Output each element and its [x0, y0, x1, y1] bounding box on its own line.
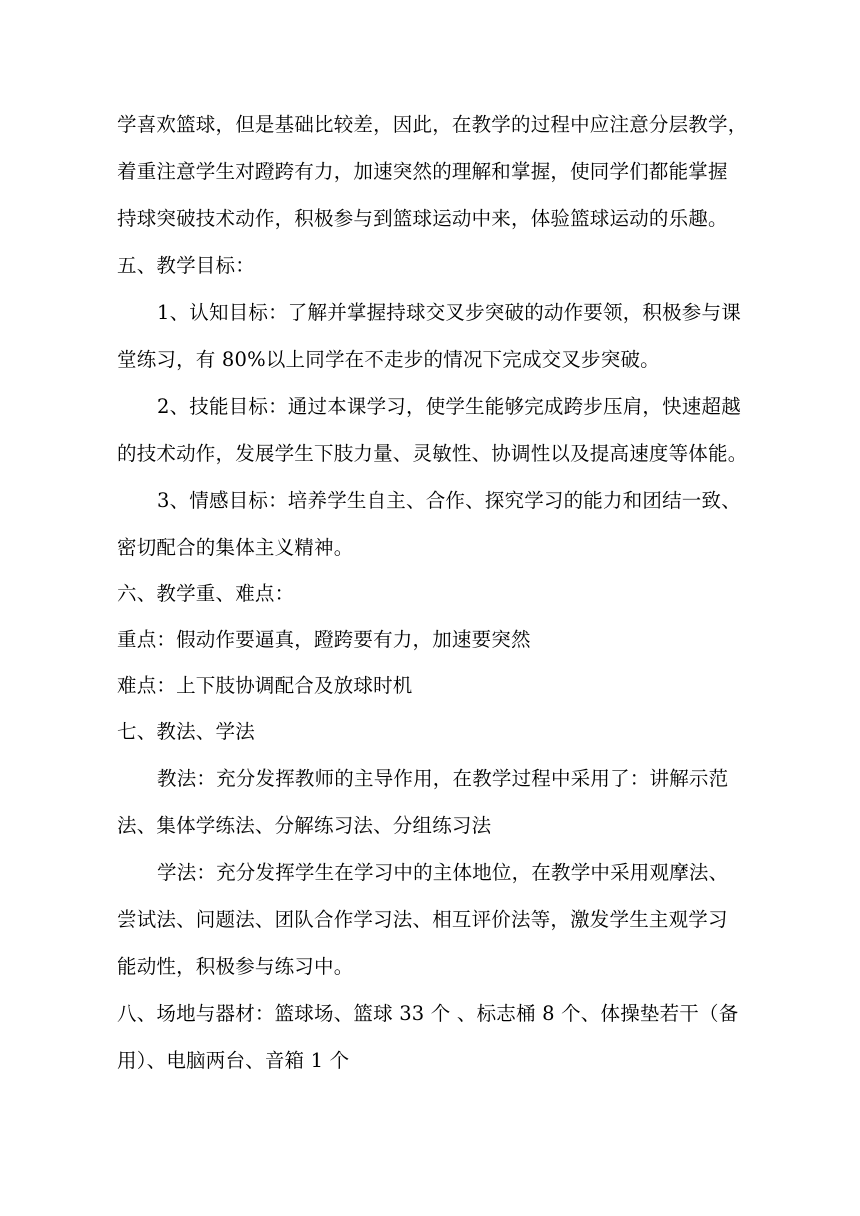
section-heading-methods: 七、教法、学法: [117, 720, 255, 743]
body-text-line: 难点：上下肢协调配合及放球时机: [117, 674, 413, 697]
body-text-line: 着重注意学生对蹬跨有力，加速突然的理解和掌握，使同学们都能掌握: [117, 160, 728, 183]
body-text-line: 用）、电脑两台、音箱 1 个: [117, 1049, 350, 1072]
body-text-line: 能动性，积极参与练习中。: [117, 955, 354, 978]
body-text-line: 2、技能目标：通过本课学习，使学生能够完成跨步压肩，快速超越: [157, 395, 741, 418]
body-text-line: 重点：假动作要逼真，蹬跨要有力，加速要突然: [117, 628, 531, 651]
body-text-line: 尝试法、问题法、团队合作学习法、相互评价法等，激发学生主观学习: [117, 908, 728, 931]
body-text-line: 堂练习，有 80%以上同学在不走步的情况下完成交叉步突破。: [117, 348, 660, 371]
body-text-line: 密切配合的集体主义精神。: [117, 536, 354, 559]
body-text-line: 学法：充分发挥学生在学习中的主体地位，在教学中采用观摩法、: [157, 861, 729, 884]
body-text-line: 学喜欢篮球，但是基础比较差，因此，在教学的过程中应注意分层教学，: [117, 113, 748, 136]
body-text-line: 教法：充分发挥教师的主导作用，在教学过程中采用了：讲解示范: [157, 767, 729, 790]
section-heading-key-points: 六、教学重、难点：: [117, 582, 295, 605]
section-heading-equipment: 八、场地与器材：篮球场、篮球 33 个 、标志桶 8 个、体操垫若干（备: [117, 1002, 739, 1025]
body-text-line: 的技术动作，发展学生下肢力量、灵敏性、协调性以及提高速度等体能。: [117, 442, 748, 465]
body-text-line: 1、认知目标：了解并掌握持球交叉步突破的动作要领，积极参与课: [157, 301, 741, 324]
section-heading-teaching-goals: 五、教学目标：: [117, 254, 255, 277]
body-text-line: 3、情感目标：培养学生自主、合作、探究学习的能力和团结一致、: [157, 489, 741, 512]
body-text-line: 法、集体学练法、分解练习法、分组练习法: [117, 814, 492, 837]
body-text-line: 持球突破技术动作，积极参与到篮球运动中来，体验篮球运动的乐趣。: [117, 207, 728, 230]
